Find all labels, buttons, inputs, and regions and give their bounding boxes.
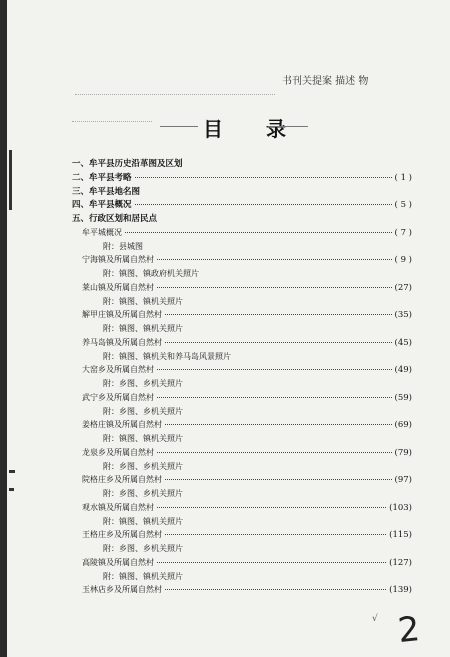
toc-entry-label: 附：县城图 [103, 241, 143, 251]
toc-entry-label: 院格庄乡及所属自然村 [82, 475, 162, 485]
title-rule-left [160, 126, 198, 127]
toc-entry-label: 解甲庄镇及所属自然村 [82, 310, 162, 320]
scan-artifact [9, 150, 12, 210]
toc-entry [103, 433, 183, 445]
toc-leader-dots [135, 177, 392, 178]
toc-page-number: (69) [394, 420, 412, 431]
toc-entry [82, 392, 412, 404]
toc-leader-dots [157, 287, 392, 288]
toc-entry-label: 养马岛镇及所属自然村 [82, 337, 162, 347]
toc-entry-label: 大窑乡及所属自然村 [82, 365, 154, 375]
toc-leader-dots [165, 534, 386, 535]
toc-leader-dots [125, 232, 392, 233]
toc-entry-label: 观水镇及所属自然村 [82, 502, 154, 512]
toc-entry-label: 附：镇图、镇机关照片 [103, 434, 183, 443]
scan-left-edge [0, 0, 7, 657]
toc-entry-label: 附：镇图、镇机关照片 [103, 571, 183, 581]
toc-page-number: ( 5 ) [394, 200, 412, 211]
toc-leader-dots [157, 507, 386, 508]
toc-entry [82, 419, 412, 431]
toc-entry [72, 186, 140, 198]
toc-entry [103, 406, 183, 418]
toc-entry [82, 474, 412, 486]
toc-entry [103, 378, 183, 390]
toc-entry [103, 296, 183, 308]
toc-leader-dots [165, 424, 392, 425]
toc-entry [103, 323, 183, 335]
toc-page-number: (79) [394, 447, 412, 458]
toc-page-number: ( 1 ) [394, 172, 412, 183]
scan-artifact [9, 470, 15, 473]
faint-dotted-line [75, 94, 275, 95]
toc-leader-dots [157, 452, 392, 453]
toc-entry-label: 附：镇图、镇机关照片 [103, 324, 183, 333]
toc-entry [103, 461, 183, 473]
toc-entry [82, 364, 412, 376]
toc-leader-dots [157, 397, 392, 398]
toc-page-number: (59) [394, 392, 412, 403]
toc-entry-label: 武宁乡及所属自然村 [82, 392, 154, 402]
toc-entry [82, 254, 412, 266]
toc-page-number: (103) [389, 502, 412, 513]
toc-leader-dots [165, 342, 392, 343]
toc-entry-label: 附：镇图、镇机关和养马岛风景照片 [103, 351, 231, 361]
toc-page-number: (49) [394, 365, 412, 376]
toc-entry-label: 龙泉乡及所属自然村 [82, 447, 154, 457]
toc-entry-label: 附：镇图、镇机关照片 [103, 296, 183, 306]
toc-leader-dots [165, 479, 392, 480]
toc-entry [72, 172, 412, 184]
toc-leader-dots [135, 204, 392, 205]
toc-page-number: (97) [394, 475, 412, 486]
toc-entry [72, 213, 157, 225]
toc-entry [82, 227, 412, 239]
toc-page-number: (35) [394, 310, 412, 321]
toc-entry-label: 四、牟平县概况 [72, 200, 132, 211]
handwritten-page-number: 2 [395, 608, 422, 652]
toc-page-number: (45) [394, 337, 412, 348]
toc-entry-label: 附：镇图、镇政府机关照片 [103, 269, 199, 278]
toc-page-number: ( 9 ) [394, 255, 412, 266]
toc-entry [103, 351, 231, 363]
toc-entry-label: 王格庄乡及所属自然村 [82, 530, 162, 540]
toc-entry-label: 附：乡图、乡机关照片 [103, 379, 183, 388]
toc-entry-label: 附：乡图、乡机关照片 [103, 489, 183, 498]
toc-entry [103, 516, 183, 528]
toc-entry-label: 附：乡图、乡机关照片 [103, 406, 183, 416]
toc-entry [72, 199, 412, 211]
toc-entry [82, 447, 412, 459]
toc-entry-label: 附：镇图、镇机关照片 [103, 516, 183, 526]
page-title: 目 录 [203, 117, 304, 141]
title-rule-right [268, 126, 308, 127]
toc-entry [82, 337, 412, 349]
toc-entry-label: 三、牟平县地名图 [72, 186, 141, 197]
toc-page-number: ( 7 ) [394, 227, 412, 238]
toc-entry [103, 488, 183, 500]
toc-entry-label: 莱山镇及所属自然村 [82, 282, 154, 292]
toc-entry [72, 158, 183, 170]
toc-entry-label: 附：乡图、乡机关照片 [103, 544, 183, 553]
toc-page-number: (127) [389, 557, 412, 568]
toc-page-number: (139) [389, 585, 412, 596]
toc-leader-dots [157, 369, 392, 370]
scan-artifact [9, 488, 14, 491]
toc-entry [103, 268, 199, 280]
toc-entry [103, 543, 183, 555]
toc-entry [82, 502, 412, 514]
toc-leader-dots [165, 589, 386, 590]
toc-entry [103, 241, 143, 253]
toc-page-number: (27) [394, 282, 412, 293]
toc-entry [82, 557, 412, 569]
toc-entry-label: 宁海镇及所属自然村 [82, 255, 154, 265]
header-stamp-text: 书刊关提案 描述 物 [282, 76, 369, 87]
toc-entry [82, 584, 412, 596]
toc-entry-label: 二、牟平县考略 [72, 172, 132, 183]
toc-leader-dots [165, 314, 392, 315]
toc-entry-label: 牟平城概况 [82, 227, 122, 237]
toc-entry [103, 571, 183, 583]
toc-leader-dots [157, 259, 392, 260]
toc-leader-dots [157, 562, 386, 563]
faint-dotted-line [72, 121, 152, 122]
toc-entry [82, 309, 412, 321]
toc-entry-label: 一、牟平县历史沿革图及区划 [72, 159, 183, 169]
toc-entry-label: 附：乡图、乡机关照片 [103, 461, 183, 471]
toc-entry-label: 玉林店乡及所属自然村 [82, 585, 162, 595]
toc-entry-label: 姜格庄镇及所属自然村 [82, 420, 162, 430]
corner-tick-mark: √ [372, 614, 378, 624]
toc-entry [82, 282, 412, 294]
toc-page-number: (115) [389, 530, 412, 541]
toc-entry-label: 高陵镇及所属自然村 [82, 557, 154, 567]
toc-entry-label: 五、行政区划和居民点 [72, 214, 158, 224]
toc-entry [82, 529, 412, 541]
